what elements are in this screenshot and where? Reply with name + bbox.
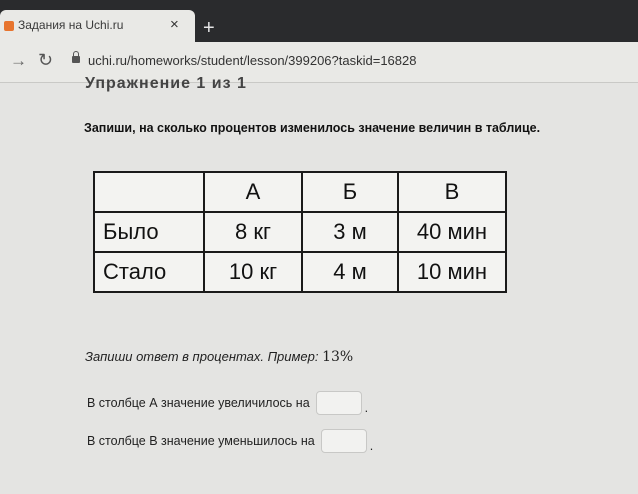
answer-row-v	[87, 429, 373, 453]
answer-label-a: В столбце А значение увеличилось на	[87, 396, 310, 410]
table-row-label: Было	[94, 212, 204, 252]
answer-suffix: .	[364, 401, 369, 415]
page-content	[0, 75, 638, 494]
table-cell: 10 кг	[204, 252, 302, 292]
table-cell: 4 м	[302, 252, 398, 292]
close-tab-icon[interactable]: ×	[170, 16, 179, 33]
new-tab-button[interactable]: +	[203, 17, 215, 39]
answer-suffix: .	[369, 439, 374, 453]
table-header-row	[94, 172, 506, 212]
table-row-label: Стало	[94, 252, 204, 292]
browser-tab[interactable]	[0, 10, 195, 42]
answer-hint	[85, 349, 353, 365]
table-cell: 3 м	[302, 212, 398, 252]
uchi-favicon-icon	[4, 21, 14, 31]
lock-icon	[72, 56, 80, 63]
back-arrow-icon[interactable]: →	[10, 51, 27, 70]
table-row	[94, 212, 506, 252]
table-cell: 10 мин	[398, 252, 506, 292]
table-row	[94, 252, 506, 292]
address-bar[interactable]: uchi.ru/homeworks/student/lesson/399206?taskid=16828	[88, 53, 417, 68]
table-header-cell: В	[398, 172, 506, 212]
values-table	[93, 171, 507, 293]
answer-row-a	[87, 391, 368, 415]
task-instruction: Запиши, на сколько процентов изменилось значение величин в таблице.	[84, 121, 541, 135]
answer-input-a[interactable]	[316, 391, 362, 415]
table-cell: 8 кг	[204, 212, 302, 252]
tab-title: Задания на Uchi.ru	[18, 18, 124, 32]
reload-icon[interactable]: ↻	[38, 50, 54, 70]
answer-input-v[interactable]	[321, 429, 367, 453]
table-header-cell: А	[204, 172, 302, 212]
exercise-heading: Упражнение 1 из 1	[85, 75, 247, 92]
table-header-cell	[94, 172, 204, 212]
table-header-cell: Б	[302, 172, 398, 212]
hint-text: Запиши ответ в процентах. Пример:	[85, 349, 323, 364]
hint-example: 13%	[322, 349, 354, 365]
table-cell: 40 мин	[398, 212, 506, 252]
answer-label-v: В столбце В значение уменьшилось на	[87, 434, 315, 448]
tab-bar	[0, 0, 638, 42]
